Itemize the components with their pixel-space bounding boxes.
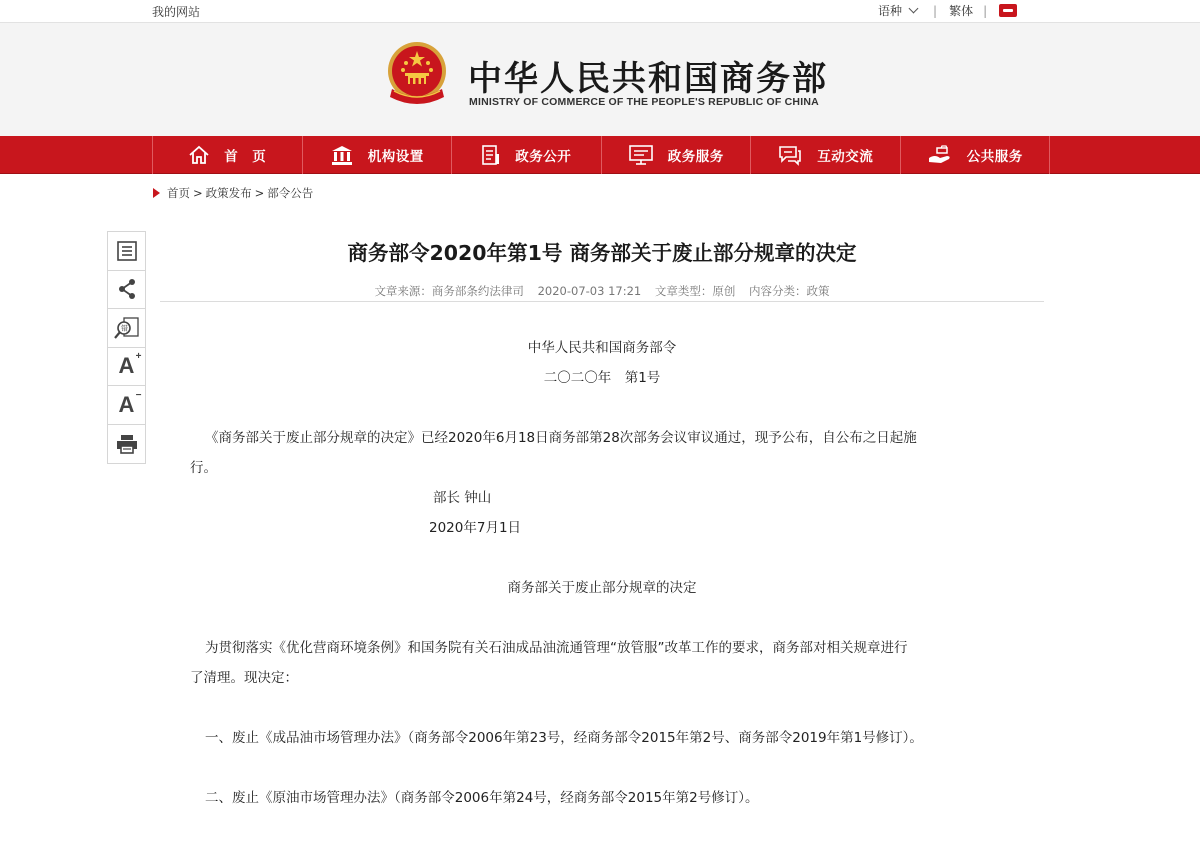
main-navigation bbox=[0, 136, 1200, 174]
nav-item-label: 政务服务 bbox=[667, 149, 724, 165]
error-search-icon bbox=[114, 316, 140, 340]
article-title: 商务部令2020年第1号 商务部关于废止部分规章的决定 bbox=[347, 241, 857, 265]
article-category: 内容分类：政策 bbox=[749, 284, 830, 298]
nav-item-label: 互动交流 bbox=[817, 149, 874, 165]
nav-item-organization[interactable] bbox=[303, 136, 453, 174]
order-number: 二〇二〇年 第1号 bbox=[543, 370, 661, 386]
mobile-version-icon[interactable] bbox=[999, 4, 1017, 17]
print-button[interactable] bbox=[108, 425, 145, 464]
nav-item-label: 政务公开 bbox=[515, 149, 572, 165]
breadcrumb-announcement-link[interactable]: 部令公告 bbox=[267, 186, 314, 200]
paragraph-1-line-1: 《商务部关于废止部分规章的决定》已经2020年6月18日商务部第28次部务会议审议通过，现予公布，自公布之日起施 bbox=[205, 430, 917, 446]
separator: | bbox=[933, 3, 938, 18]
decision-item-2: 二、废止《原油市场管理办法》（商务部令2006年第24号，经商务部令2015年第2号修订）。 bbox=[205, 790, 759, 806]
share-button[interactable] bbox=[108, 271, 145, 310]
list-icon bbox=[116, 240, 138, 262]
hand-service-icon bbox=[927, 144, 953, 166]
article-meta bbox=[160, 283, 1044, 299]
decision-item-1: 一、废止《成品油市场管理办法》（商务部令2006年第23号，经商务部令2015年第2号、商务部令2019年第1号修订）。 bbox=[205, 730, 923, 746]
breadcrumb-home-link[interactable]: 首页 bbox=[167, 186, 190, 200]
my-site-link[interactable]: 我的网站 bbox=[152, 5, 201, 19]
nav-item-home[interactable] bbox=[153, 136, 303, 174]
table-of-contents-button[interactable] bbox=[108, 232, 145, 271]
breadcrumb-separator: > bbox=[193, 186, 203, 200]
breadcrumb-arrow-icon bbox=[153, 188, 160, 198]
ministry-name-english: MINISTRY OF COMMERCE OF THE PEOPLE'S REPUBLIC OF CHINA bbox=[469, 96, 819, 108]
nav-item-public-services[interactable] bbox=[901, 136, 1051, 174]
language-label: 语种 bbox=[878, 4, 903, 18]
signer: 部长 钟山 bbox=[433, 490, 492, 506]
print-icon bbox=[115, 433, 139, 455]
font-larger-icon: A + bbox=[118, 351, 142, 379]
font-smaller-icon: A − bbox=[118, 389, 142, 417]
title-divider bbox=[160, 301, 1044, 302]
share-icon bbox=[117, 278, 137, 300]
site-header bbox=[0, 22, 1200, 136]
sign-date: 2020年7月1日 bbox=[429, 520, 522, 536]
font-larger-button[interactable] bbox=[108, 348, 145, 387]
ministry-name-chinese: 中华人民共和国商务部 bbox=[468, 59, 828, 99]
article-datetime: 2020-07-03 17:21 bbox=[537, 284, 642, 298]
chat-icon bbox=[777, 144, 803, 166]
paragraph-1-line-2: 行。 bbox=[190, 460, 217, 476]
nav-item-label: 公共服务 bbox=[966, 149, 1023, 165]
breadcrumb bbox=[153, 185, 313, 201]
decision-title: 商务部关于废止部分规章的决定 bbox=[507, 580, 697, 596]
nav-item-label: 首 页 bbox=[224, 149, 267, 165]
service-screen-icon bbox=[628, 144, 654, 166]
building-icon bbox=[330, 144, 354, 166]
national-emblem-icon bbox=[384, 41, 450, 109]
svg-text:错: 错 bbox=[120, 324, 128, 333]
font-smaller-button[interactable] bbox=[108, 386, 145, 425]
language-dropdown[interactable] bbox=[878, 2, 923, 19]
paragraph-2-line-1: 为贯彻落实《优化营商环境条例》和国务院有关石油成品油流通管理“放管服”改革工作的要求，商务部对相关规章进行 bbox=[205, 640, 908, 656]
chevron-down-icon bbox=[909, 4, 919, 14]
top-utility-bar bbox=[0, 0, 1200, 22]
article-type: 文章类型：原创 bbox=[654, 284, 736, 298]
separator: | bbox=[983, 3, 988, 18]
report-error-button[interactable] bbox=[108, 309, 145, 348]
article-source: 文章来源：商务部条约法律司 bbox=[374, 284, 524, 298]
nav-item-interaction[interactable] bbox=[751, 136, 901, 174]
top-right-links bbox=[878, 2, 1017, 19]
traditional-chinese-link[interactable]: 繁体 bbox=[949, 4, 974, 18]
home-icon bbox=[188, 144, 210, 166]
nav-item-label: 机构设置 bbox=[367, 149, 424, 165]
nav-item-government-services[interactable] bbox=[602, 136, 752, 174]
order-issuer: 中华人民共和国商务部令 bbox=[527, 340, 677, 356]
document-icon bbox=[481, 144, 501, 166]
paragraph-2-line-2: 了清理。现决定： bbox=[190, 670, 298, 686]
nav-item-government-affairs[interactable] bbox=[452, 136, 602, 174]
breadcrumb-policy-link[interactable]: 政策发布 bbox=[205, 186, 252, 200]
breadcrumb-separator: > bbox=[254, 186, 265, 200]
article-toolbar bbox=[107, 231, 146, 464]
